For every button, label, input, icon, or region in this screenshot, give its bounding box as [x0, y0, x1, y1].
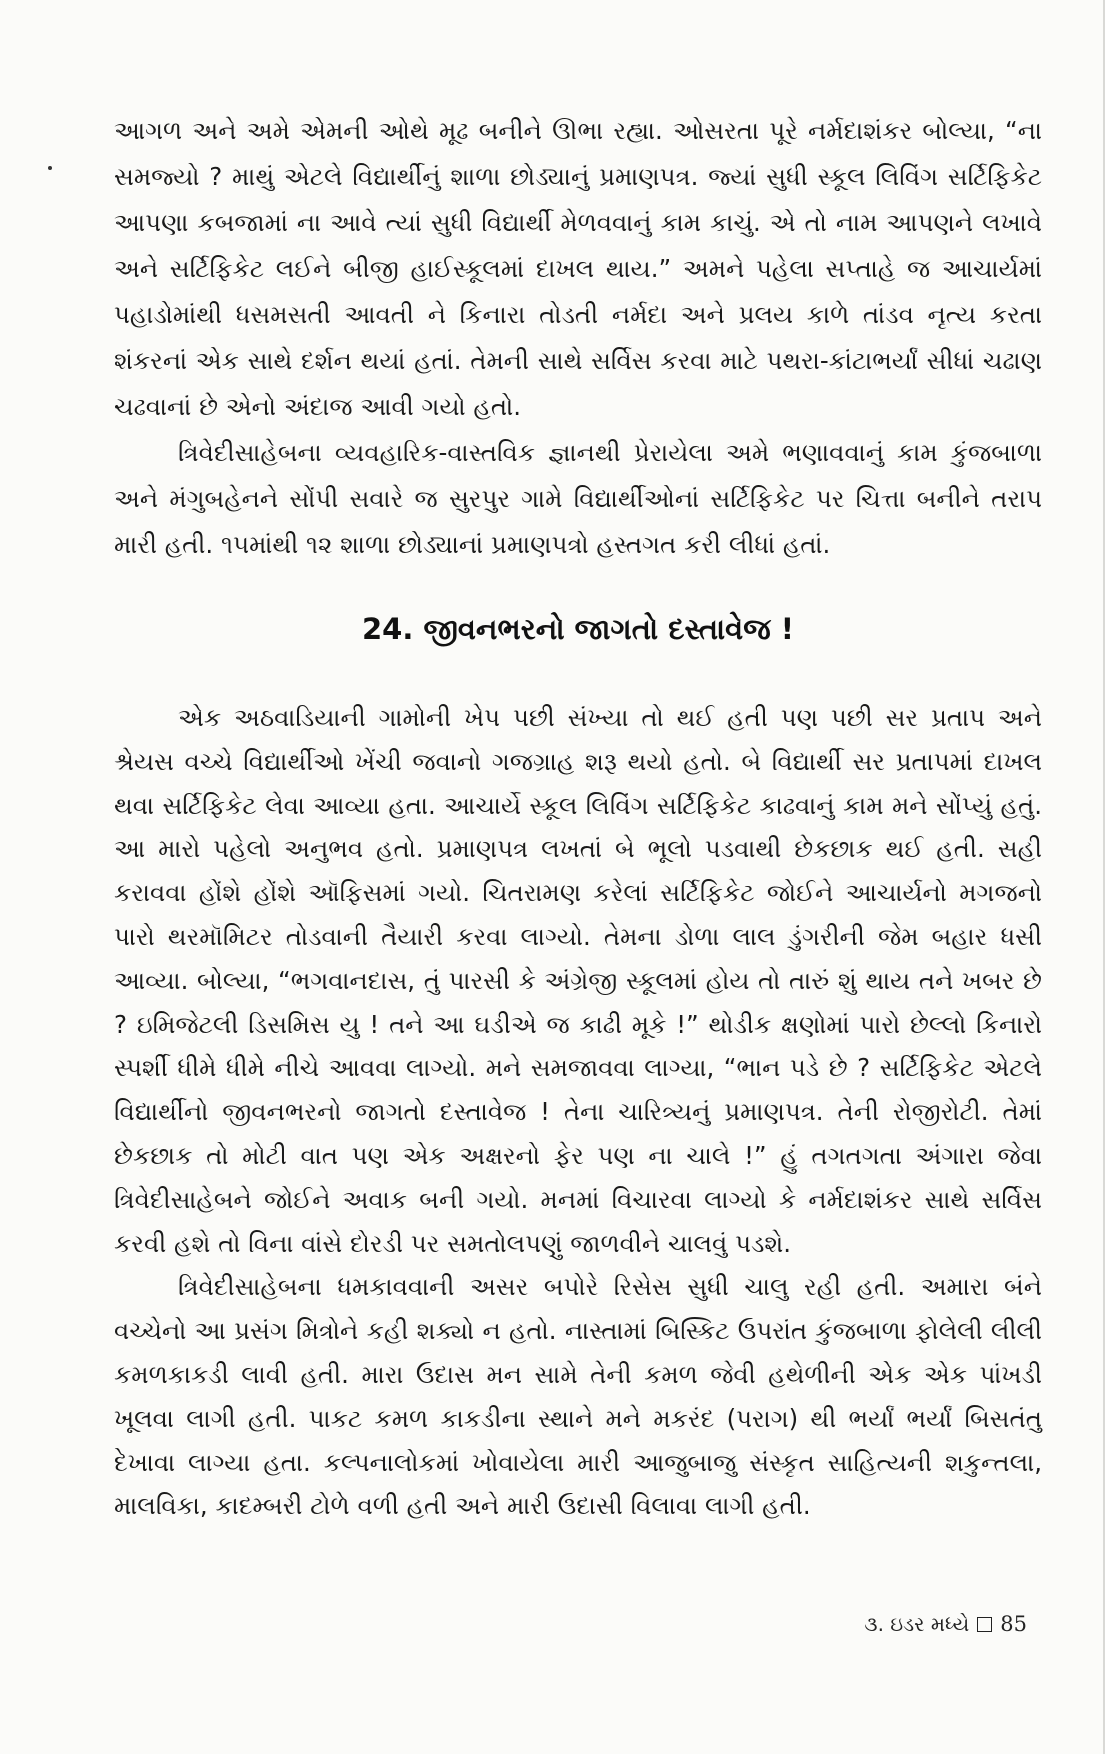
running-title: ૩. ઇડર મધ્યે	[864, 1612, 970, 1636]
paragraph: એક અઠવાડિયાની ગામોની ખેપ પછી સંખ્યા તો થઈ હતી પણ પછી સર પ્રતાપ અને શ્રેયસ વચ્ચે વિદ્યાર્થીઓ ખેંચી જવાનો ગજગ્રાહ શરૂ થયો હતો. બે વિદ્યાર્થી સર પ્રતાપમાં દાખલ થવા સર્ટિફિકેટ લેવા આવ્યા હતા. આચાર્યે સ્કૂલ લિવિંગ સર્ટિફિકેટ કાઢવાનું કામ મને સોંપ્યું હતું. આ મારો પહેલો અનુભવ હતો. પ્રમાણપત્ર લખતાં બે ભૂલો પડવાથી છેકછાક થઈ હતી. સહી કરાવવા હોંશે હોંશે ઑફિસમાં ગયો. ચિતરામણ કરેલાં સર્ટિફિકેટ જોઈને આચાર્યનો મગજનો પારો થરમૉમિટર તોડવાની તૈયારી કરવા લાગ્યો. તેમના ડોળા લાલ ડુંગરીની જેમ બહાર ધસી આવ્યા. બોલ્યા, “ભગવાનદાસ, તું પારસી કે અંગ્રેજી સ્કૂલમાં હોય તો તારું શું થાય તને ખબર છે ? ઇમિજેટલી ડિસમિસ યુ ! તને આ ઘડીએ જ કાઢી મૂકે !” થોડીક ક્ષણોમાં પારો છેલ્લો કિનારો સ્પર્શી ધીમે ધીમે નીચે આવવા લાગ્યો. મને સમજાવવા લાગ્યા, “ભાન પડે છે ? સર્ટિફિકેટ એટલે વિદ્યાર્થીનો જીવનભરનો જાગતો દસ્તાવેજ ! તેના ચારિત્ર્યનું પ્રમાણપત્ર. તેની રોજીરોટી. તેમાં છેકછાક તો મોટી વાત પણ એક અક્ષરનો ફેર પણ ના ચાલે !” હું તગતગતા અંગારા જેવા ત્રિવેદીસાહેબને જોઈને અવાક બની ગયો. મનમાં વિચારવા લાગ્યો કે નર્મદાશંકર સાથે સર્વિસ કરવી હશે તો વિના વાંસે દોરડી પર સમતોલપણું જાળવીને ચાલવું પડશે.	[114, 703, 1042, 1258]
square-box-icon	[977, 1617, 992, 1632]
continued-text-block	[114, 108, 1042, 568]
chapter-body	[114, 696, 1042, 1528]
chapter-title: જીવનભરનો જાગતો દસ્તાવેજ !	[423, 612, 794, 646]
paragraph: ત્રિવેદીસાહેબના ધમકાવવાની અસર બપોરે રિસેસ સુધી ચાલુ રહી હતી. અમારા બંને વચ્ચેનો આ પ્રસંગ મિત્રોને કહી શક્યો ન હતો. નાસ્તામાં બિસ્કિટ ઉપરાંત કુંજબાળા ફોલેલી લીલી કમળકાકડી લાવી હતી. મારા ઉદાસ મન સામે તેની કમળ જેવી હથેળીની એક એક પાંખડી ખૂલવા લાગી હતી. પાકટ કમળ કાકડીના સ્થાને મને મકરંદ (પરાગ) થી ભર્યાં ભર્યાં બિસતંતુ દેખાવા લાગ્યા હતા. કલ્પનાલોકમાં ખોવાયેલા મારી આજુબાજુ સંસ્કૃત સાહિત્યની શકુન્તલા, માલવિકા, કાદમ્બરી ટોળે વળી હતી અને મારી ઉદાસી વિલાવા લાગી હતી.	[114, 1272, 1042, 1521]
chapter-number: 24.	[361, 612, 414, 646]
page-number: 85	[1000, 1612, 1027, 1636]
stray-ink-mark	[48, 166, 52, 170]
chapter-heading	[114, 612, 1042, 647]
page-footer	[864, 1612, 1027, 1636]
paragraph: આગળ અને અમે એમની ઓથે મૂઢ બનીને ઊભા રહ્યા. ઓસરતા પૂરે નર્મદાશંકર બોલ્યા, “ના સમજ્યો ? માથું એટલે વિદ્યાર્થીનું શાળા છોડ્યાનું પ્રમાણપત્ર. જ્યાં સુધી સ્કૂલ લિવિંગ સર્ટિફિકેટ આપણા કબજામાં ના આવે ત્યાં સુધી વિદ્યાર્થી મેળવવાનું કામ કાચું. એ તો નામ આપણને લખાવે અને સર્ટિફિકેટ લઈને બીજી હાઈસ્કૂલમાં દાખલ થાય.” અમને પહેલા સપ્તાહે જ આચાર્યમાં પહાડોમાંથી ધસમસતી આવતી ને કિનારા તોડતી નર્મદા અને પ્રલય કાળે તાંડવ નૃત્ય કરતા શંકરનાં એક સાથે દર્શન થયાં હતાં. તેમની સાથે સર્વિસ કરવા માટે પથરા-કાંટાભર્યાં સીધાં ચઢાણ ચઢવાનાં છે એનો અંદાજ આવી ગયો હતો.	[114, 116, 1042, 421]
paragraph: ત્રિવેદીસાહેબના વ્યવહારિક-વાસ્તવિક જ્ઞાનથી પ્રેરાયેલા અમે ભણાવવાનું કામ કુંજબાળા અને મંગુબહેનને સોંપી સવારે જ સુરપુર ગામે વિદ્યાર્થીઓનાં સર્ટિફિકેટ પર ચિત્તા બનીને તરાપ મારી હતી. ૧૫માંથી ૧૨ શાળા છોડ્યાનાં પ્રમાણપત્રો હસ્તગત કરી લીધાં હતાં.	[114, 438, 1042, 559]
